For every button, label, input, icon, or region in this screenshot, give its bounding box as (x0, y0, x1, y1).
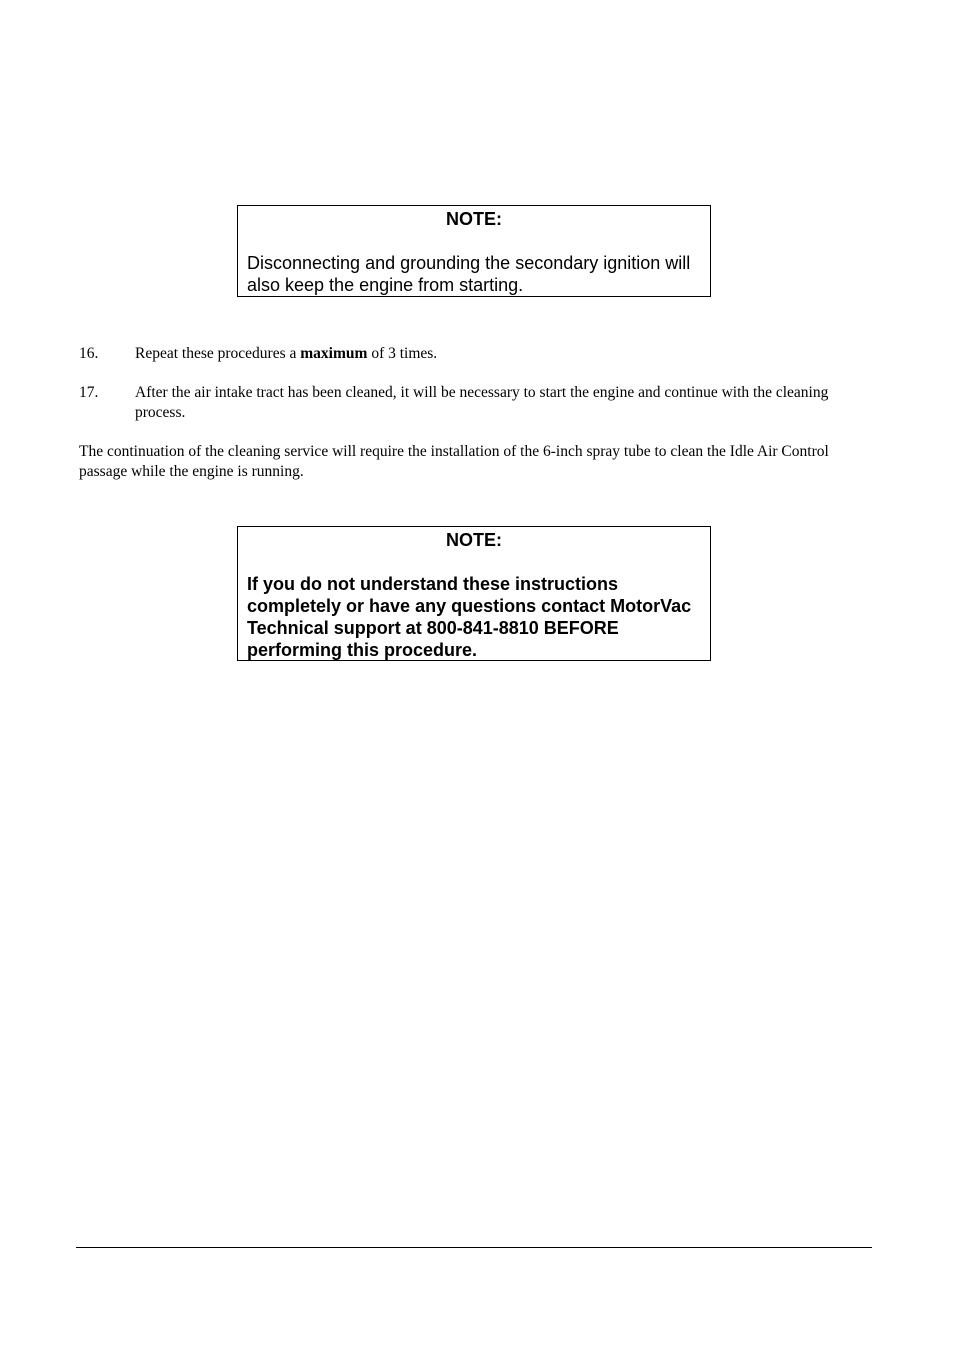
step-text-end: of 3 times. (367, 345, 438, 362)
note-body: If you do not understand these instructions completely or have any questions contact MotorVac Technical support at 800-841-8810 BEFORE performing this procedure. (247, 574, 692, 660)
step-number: 16. (79, 345, 99, 362)
body-paragraph: The continuation of the cleaning service will require the installation of the 6-inch spray tube to clean the Idle Air Control passage while the engine is running. (79, 443, 829, 480)
step-17 (79, 383, 859, 423)
step-text-start: Repeat these procedures a (135, 345, 301, 362)
note-title: NOTE: (446, 530, 502, 550)
footer-divider (76, 1247, 872, 1248)
note-box-ignition (237, 205, 711, 297)
note-body: Disconnecting and grounding the secondary ignition will also keep the engine from starting. (247, 253, 691, 295)
note-box-support (237, 526, 711, 661)
step-text (135, 344, 859, 364)
note-title: NOTE: (446, 209, 502, 229)
step-number: 17. (79, 384, 99, 401)
step-16 (79, 344, 859, 364)
step-text-emphasis: maximum (300, 345, 368, 362)
step-text: After the air intake tract has been cleaned, it will be necessary to start the engine and continue with the cleaning process. (135, 384, 829, 421)
